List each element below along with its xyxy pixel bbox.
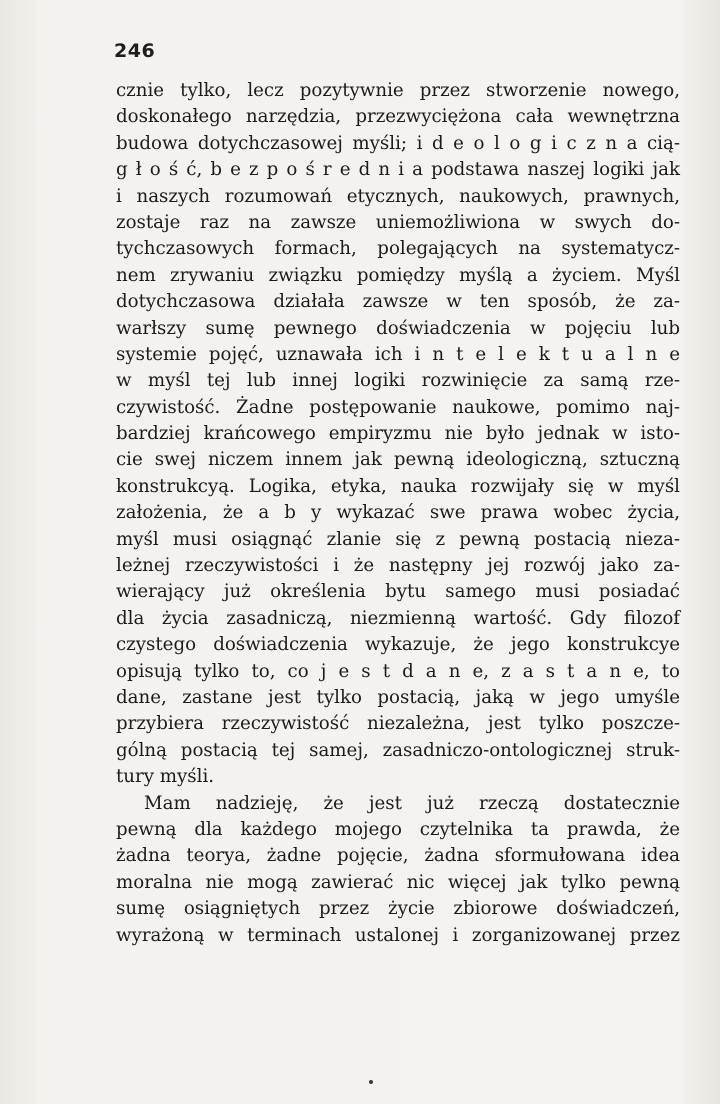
text-line: dane, zastane jest tylko postacią, jaką w jego umyśle: [116, 686, 680, 708]
text-line: wyrażoną w terminach ustalonej i zorganizowanej przez: [116, 924, 680, 946]
text-line: dotychczasowa działała zawsze w ten sposób, że za-: [116, 291, 680, 313]
text-line: zostaje raz na zawsze uniemożliwiona w swych do-: [116, 211, 680, 233]
text-line: warłszy sumę pewnego doświadczenia w pojęciu lub: [116, 317, 680, 339]
body-text: [116, 78, 680, 949]
text-line: cznie tylko, lecz pozytywnie przez stworzenie nowego,: [116, 80, 680, 101]
text-line: czystego doświadczenia wykazuje, że jego konstrukcye: [116, 634, 680, 656]
text-line: przybiera rzeczywistość niezależna, jest tylko poszcze-: [116, 713, 680, 735]
text-line: pewną dla każdego mojego czytelnika ta prawda, że: [116, 818, 680, 840]
text-line: konstrukcyą. Logika, etyka, nauka rozwijały się w myśl: [116, 475, 680, 497]
ink-speck: [369, 1080, 373, 1084]
text-line: dla życia zasadniczą, niezmienną wartość. Gdy filozof: [116, 607, 680, 629]
paragraph-end-line: tury myśli.: [116, 766, 215, 788]
text-line: wierający już określenia bytu samego musi posiadać: [116, 581, 680, 603]
text-line: w myśl tej lub innej logiki rozwinięcie za samą rze-: [116, 370, 680, 392]
text-line: tychczasowych formach, polegających na systematycz-: [116, 238, 680, 260]
text-line: doskonałego narzędzia, przezwyciężona cała wewnętrzna: [116, 106, 680, 128]
text-line: opisują tylko to, co j e s t d a n e, z a s t a n e, to: [116, 660, 680, 682]
text-line: moralna nie mogą zawierać nic więcej jak tylko pewną: [116, 871, 680, 893]
text-line: gólną postacią tej samej, zasadniczo-ontologicznej struk-: [116, 739, 680, 761]
text-line: myśl musi osiągnąć zlanie się z pewną postacią nieza-: [116, 528, 680, 550]
text-line: żadna teorya, żadne pojęcie, żadna sformułowana idea: [116, 845, 680, 867]
paragraph-start-line: Mam nadzieję, że jest już rzeczą dostatecznie: [144, 792, 680, 814]
text-line: sumę osiągniętych przez życie zbiorowe doświadczeń,: [116, 898, 680, 920]
text-line: bardziej krańcowego empiryzmu nie było jednak w isto-: [116, 423, 680, 445]
text-line: budowa dotychczasowej myśli; i d e o l o g i c z n a cią-: [116, 132, 680, 154]
text-line: systemie pojęć, uznawała ich i n t e l e k t u a l n e: [116, 343, 680, 365]
text-line: czywistość. Żadne postępowanie naukowe, pomimo naj-: [116, 396, 680, 418]
text-line: leżnej rzeczywistości i że następny jej rozwój jako za-: [116, 555, 680, 577]
text-line: g ł o ś ć, b e z p o ś r e d n i a podstawa naszej logiki jak: [116, 159, 680, 181]
text-line: nem zrywaniu związku pomiędzy myślą a życiem. Myśl: [116, 264, 680, 286]
text-line: założenia, że a b y wykazać swe prawa wobec życia,: [116, 502, 680, 524]
text-line: i naszych rozumowań etycznych, naukowych, prawnych,: [116, 185, 680, 207]
page-number: 246: [114, 40, 156, 62]
text-line: cie swej niczem innem jak pewną ideologiczną, sztuczną: [116, 449, 680, 471]
